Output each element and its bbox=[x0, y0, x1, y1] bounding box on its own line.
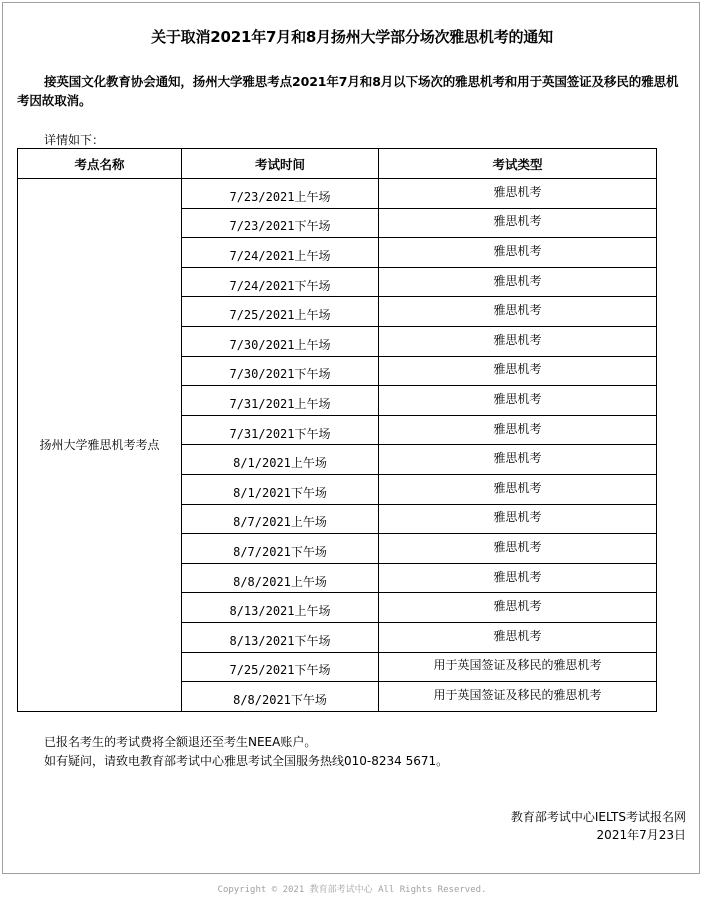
test-time: 7/30/2021下午场 bbox=[182, 356, 379, 386]
notes-section bbox=[44, 733, 448, 771]
test-type: 雅思机考 bbox=[379, 386, 657, 416]
test-type: 雅思机考 bbox=[379, 534, 657, 564]
test-type: 雅思机考 bbox=[379, 593, 657, 623]
test-time: 7/24/2021上午场 bbox=[182, 238, 379, 268]
test-time: 8/7/2021上午场 bbox=[182, 504, 379, 534]
test-type: 雅思机考 bbox=[379, 622, 657, 652]
test-type: 雅思机考 bbox=[379, 208, 657, 238]
test-type: 雅思机考 bbox=[379, 504, 657, 534]
test-type: 用于英国签证及移民的雅思机考 bbox=[379, 682, 657, 712]
notice-title: 关于取消2021年7月和8月扬州大学部分场次雅思机考的通知 bbox=[151, 28, 553, 46]
header-test-time: 考试时间 bbox=[182, 149, 379, 179]
test-type: 雅思机考 bbox=[379, 445, 657, 475]
test-type: 雅思机考 bbox=[379, 356, 657, 386]
test-time: 7/31/2021下午场 bbox=[182, 415, 379, 445]
issuing-organization: 教育部考试中心IELTS考试报名网 bbox=[510, 810, 686, 824]
test-type: 雅思机考 bbox=[379, 326, 657, 356]
copyright-text: Copyright © 2021 教育部考试中心 All Rights Reserved. bbox=[217, 885, 487, 895]
test-type: 雅思机考 bbox=[379, 415, 657, 445]
notice-intro: 接英国文化教育协会通知，扬州大学雅思考点2021年7月和8月以下场次的雅思机考和用于英国签证及移民的雅思机考因故取消。 bbox=[17, 74, 679, 108]
test-time: 7/23/2021下午场 bbox=[182, 208, 379, 238]
test-time: 8/1/2021下午场 bbox=[182, 474, 379, 504]
test-type: 雅思机考 bbox=[379, 267, 657, 297]
test-type: 雅思机考 bbox=[379, 474, 657, 504]
test-type: 雅思机考 bbox=[379, 563, 657, 593]
exam-schedule-table bbox=[17, 148, 657, 712]
test-time: 7/24/2021下午场 bbox=[182, 267, 379, 297]
test-time: 7/23/2021上午场 bbox=[182, 179, 379, 209]
signature-block bbox=[511, 808, 686, 844]
test-type: 用于英国签证及移民的雅思机考 bbox=[379, 652, 657, 682]
header-test-type: 考试类型 bbox=[379, 149, 657, 179]
test-time: 7/25/2021下午场 bbox=[182, 652, 379, 682]
issue-date: 2021年7月23日 bbox=[596, 828, 686, 842]
test-type: 雅思机考 bbox=[379, 297, 657, 327]
test-center-name: 扬州大学雅思机考考点 bbox=[18, 179, 182, 712]
test-time: 8/1/2021上午场 bbox=[182, 445, 379, 475]
hotline-note: 如有疑问，请致电教育部考试中心雅思考试全国服务热线010-8234 5671。 bbox=[44, 754, 449, 768]
test-time: 8/8/2021下午场 bbox=[182, 682, 379, 712]
details-label: 详情如下： bbox=[44, 133, 105, 147]
test-time: 7/25/2021上午场 bbox=[182, 297, 379, 327]
test-time: 7/30/2021上午场 bbox=[182, 326, 379, 356]
test-time: 8/8/2021上午场 bbox=[182, 563, 379, 593]
header-test-center: 考点名称 bbox=[18, 149, 182, 179]
test-type: 雅思机考 bbox=[379, 238, 657, 268]
refund-note: 已报名考生的考试费将全额退还至考生NEEA账户。 bbox=[44, 735, 317, 749]
test-time: 8/13/2021上午场 bbox=[182, 593, 379, 623]
test-time: 8/7/2021下午场 bbox=[182, 534, 379, 564]
test-time: 8/13/2021下午场 bbox=[182, 622, 379, 652]
test-time: 7/31/2021上午场 bbox=[182, 386, 379, 416]
test-type: 雅思机考 bbox=[379, 179, 657, 209]
table-row bbox=[18, 179, 657, 209]
table-header-row bbox=[18, 149, 657, 179]
